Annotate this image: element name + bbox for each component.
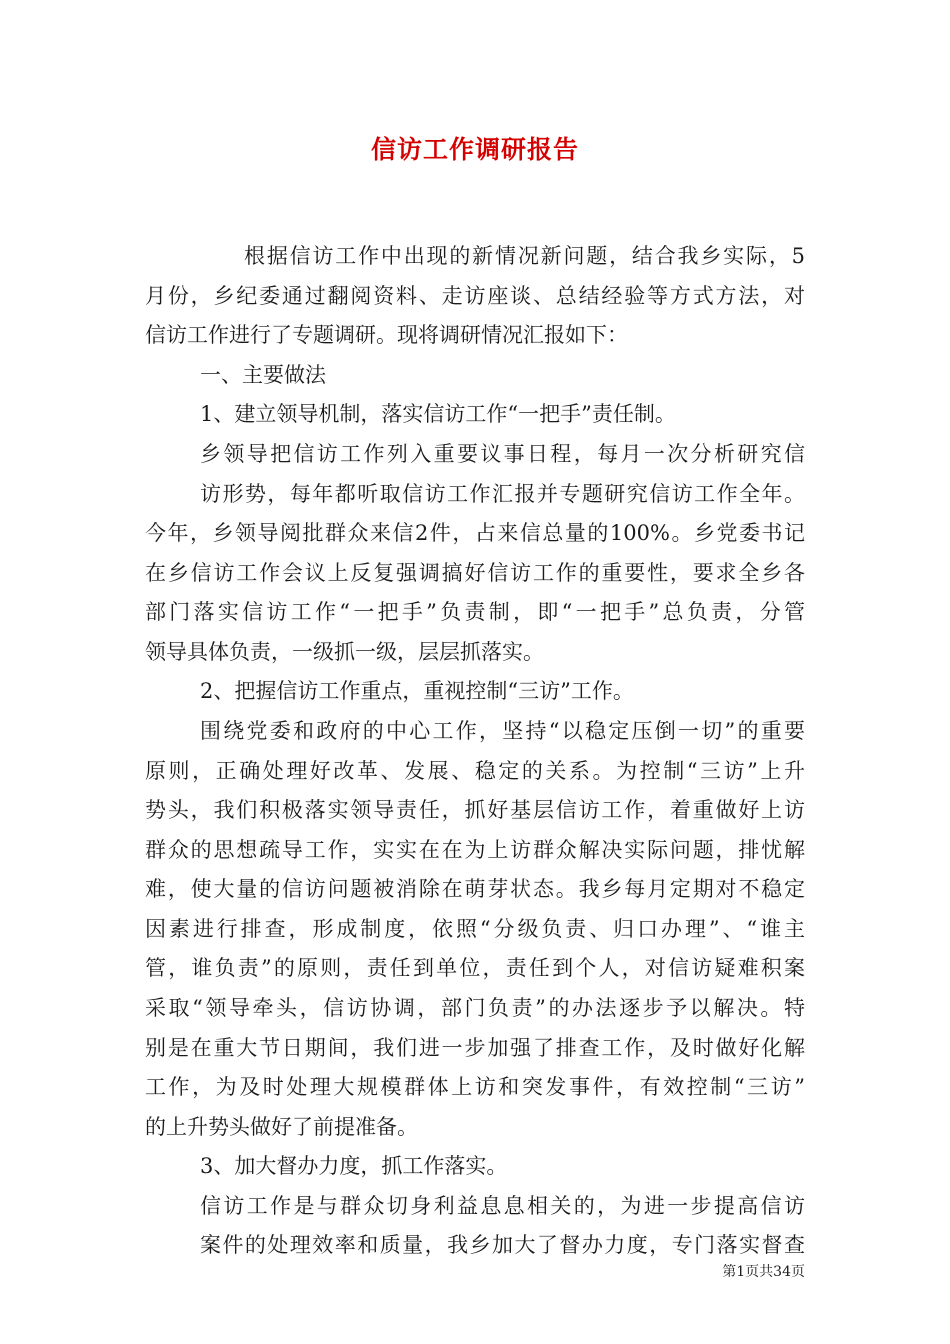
body-line: 在乡信访工作会议上反复强调搞好信访工作的重要性，要求全乡各	[145, 561, 805, 585]
body-line: 今年，乡领导阅批群众来信2件，占来信总量的100%。乡党委书记	[145, 521, 805, 545]
body-line: 围绕党委和政府的中心工作，坚持“以稳定压倒一切”的重要	[200, 719, 805, 743]
body-line: 信访工作进行了专题调研。现将调研情况汇报如下：	[145, 323, 628, 347]
body-line: 乡领导把信访工作列入重要议事日程，每月一次分析研究信	[200, 442, 805, 466]
body-line: 根据信访工作中出现的新情况新问题，结合我乡实际，5	[244, 244, 805, 268]
body-line: 管，谁负责”的原则，责任到单位，责任到个人，对信访疑难积案	[145, 956, 805, 980]
body-line: 信访工作是与群众切身利益息息相关的，为进一步提高信访	[200, 1194, 805, 1218]
body-line: 领导具体负责，一级抓一级，层层抓落实。	[145, 640, 544, 664]
body-line: 月份，乡纪委通过翻阅资料、走访座谈、总结经验等方式方法，对	[145, 284, 805, 308]
section-heading: 一、主要做法	[200, 363, 326, 387]
page-number: 第1页共34页	[722, 1264, 805, 1280]
body-line: 采取“领导牵头，信访协调，部门负责”的办法逐步予以解决。特	[145, 996, 805, 1020]
body-line: 原则，正确处理好改革、发展、稳定的关系。为控制“三访”上升	[145, 759, 805, 783]
body-line: 别是在重大节日期间，我们进一步加强了排查工作，及时做好化解	[145, 1036, 805, 1060]
subsection-heading: 2、把握信访工作重点，重视控制“三访”工作。	[200, 679, 634, 703]
body-line: 案件的处理效率和质量，我乡加大了督办力度，专门落实督查	[200, 1233, 805, 1257]
body-line: 部门落实信访工作“一把手”负责制，即“一把手”总负责，分管	[145, 600, 805, 624]
body-line: 难，使大量的信访问题被消除在萌芽状态。我乡每月定期对不稳定	[145, 877, 805, 901]
subsection-heading: 1、建立领导机制，落实信访工作“一把手”责任制。	[200, 402, 676, 426]
subsection-heading: 3、加大督办力度，抓工作落实。	[200, 1154, 508, 1178]
body-line: 访形势，每年都听取信访工作汇报并专题研究信访工作全年。	[200, 482, 805, 506]
body-line: 工作，为及时处理大规模群体上访和突发事件，有效控制“三访”	[145, 1075, 805, 1099]
document-title: 信访工作调研报告	[370, 135, 579, 164]
body-line: 势头，我们积极落实领导责任，抓好基层信访工作，着重做好上访	[145, 798, 805, 822]
body-line: 因素进行排查，形成制度，依照“分级负责、归口办理”、“谁主	[145, 917, 805, 941]
body-line: 的上升势头做好了前提准备。	[145, 1115, 418, 1139]
body-line: 群众的思想疏导工作，实实在在为上访群众解决实际问题，排忧解	[145, 838, 805, 862]
